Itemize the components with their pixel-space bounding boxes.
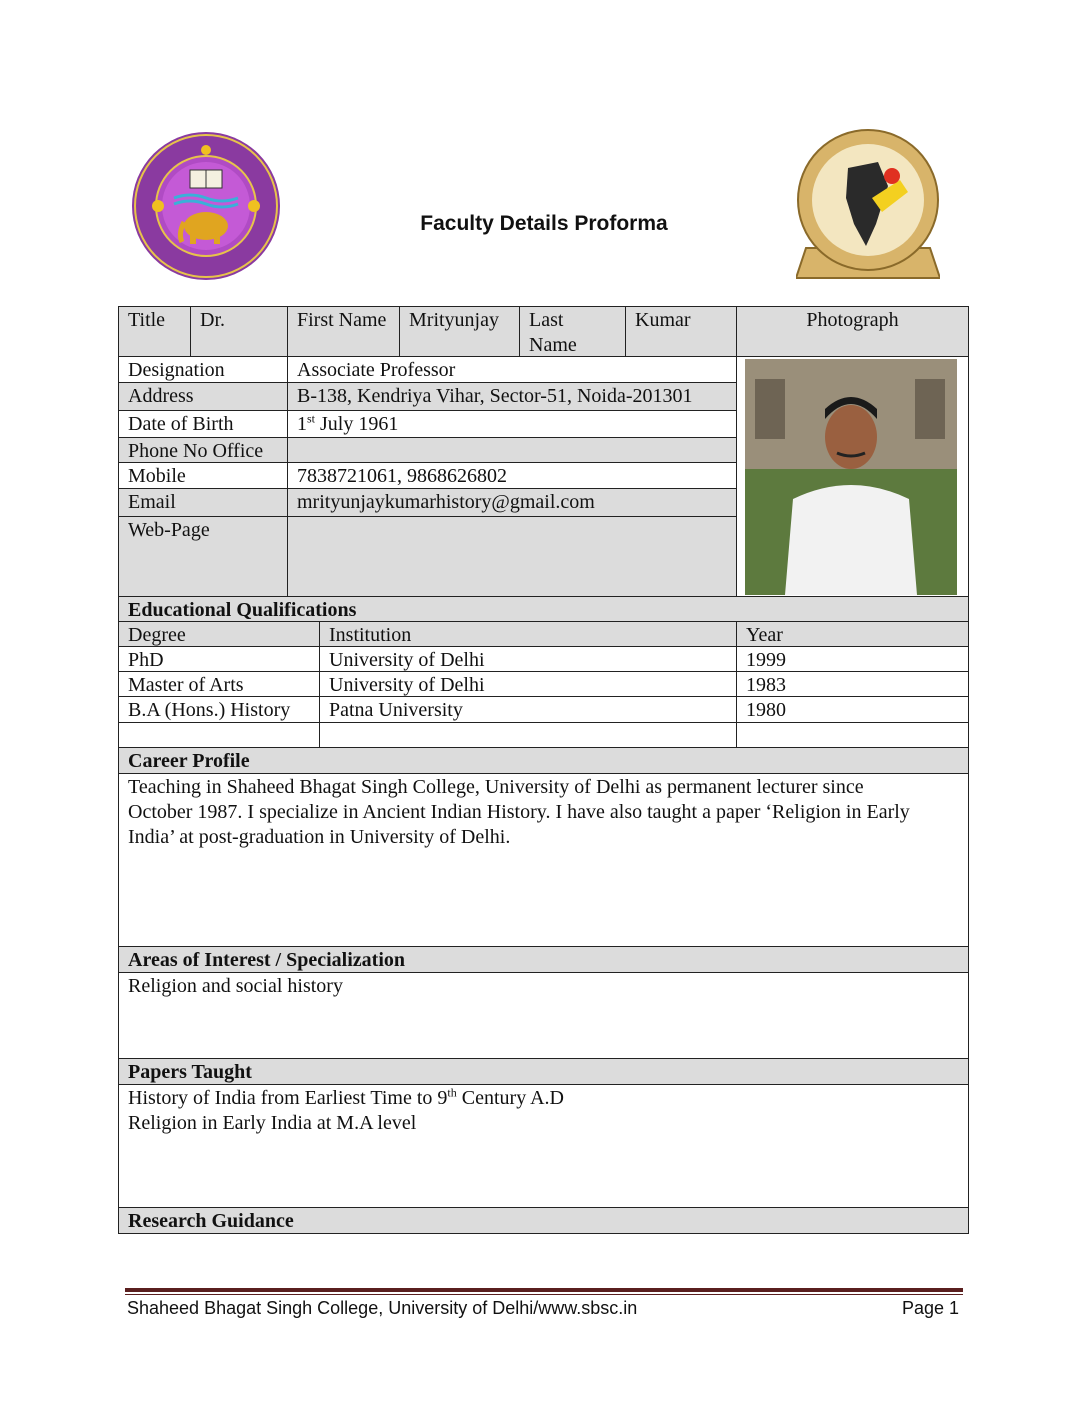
phone-value-cell [287, 437, 737, 463]
table-row-institution [319, 722, 737, 748]
footer-page-number: Page 1 [901, 1298, 959, 1318]
address-value-cell: B-138, Kendriya Vihar, Sector-51, Noida-201301 [287, 382, 737, 411]
table-row-year: 1999 [736, 646, 969, 672]
education-col-year: Year [736, 621, 969, 647]
education-col-degree: Degree [118, 621, 320, 647]
designation-value-cell: Associate Professor [287, 356, 737, 383]
table-row-institution: University of Delhi [319, 646, 737, 672]
dob-label-cell: Date of Birth [118, 410, 288, 438]
designation-label-cell: Designation [118, 356, 288, 383]
last-name-value-cell: Kumar [625, 306, 737, 357]
title-value-cell: Dr. [190, 306, 288, 357]
education-col-institution: Institution [319, 621, 737, 647]
table-row-year [736, 722, 969, 748]
table-row-institution: University of Delhi [319, 671, 737, 697]
papers-text [118, 1084, 969, 1208]
email-value-cell: mrityunjaykumarhistory@gmail.com [287, 488, 737, 517]
table-row-year: 1980 [736, 696, 969, 723]
career-heading: Career Profile [118, 747, 969, 774]
footer-rule [125, 1288, 963, 1292]
table-row-degree: PhD [118, 646, 320, 672]
career-text: Teaching in Shaheed Bhagat Singh College, University of Delhi as permanent lecturer since October 1987. I specialize in Ancient Indian History. I have also taught a paper ‘Religion in Early India’ at post-graduation in University of Delhi. [118, 773, 969, 947]
footer-rule-thin [125, 1294, 963, 1295]
mobile-label-cell: Mobile [118, 462, 288, 489]
phone-label-cell: Phone No Office [118, 437, 288, 463]
faculty-photo [745, 359, 957, 595]
first-name-value-cell: Mrityunjay [399, 306, 520, 357]
university-of-delhi-logo [130, 130, 282, 282]
webpage-value-cell [287, 516, 737, 597]
title-label-cell: Title [118, 306, 191, 357]
table-row-year: 1983 [736, 671, 969, 697]
papers-line-1: History of India from Earliest Time to 9th Century A.D [128, 1085, 564, 1109]
papers-line-2: Religion in Early India at M.A level [128, 1112, 417, 1134]
papers-heading: Papers Taught [118, 1058, 969, 1085]
shaheed-bhagat-singh-college-logo [796, 128, 940, 286]
last-name-label-cell: Last Name [519, 306, 626, 357]
address-label-cell: Address [118, 382, 288, 411]
page-title: Faculty Details Proforma [420, 212, 668, 235]
interests-text: Religion and social history [118, 972, 969, 1059]
table-row-degree: Master of Arts [118, 671, 320, 697]
table-row-degree: B.A (Hons.) History [118, 696, 320, 723]
mobile-value-cell: 7838721061, 9868626802 [287, 462, 737, 489]
email-label-cell: Email [118, 488, 288, 517]
footer-left-text: Shaheed Bhagat Singh College, University of Delhi/www.sbsc.in [127, 1298, 638, 1318]
photograph-cell [736, 356, 969, 597]
first-name-label-cell: First Name [287, 306, 400, 357]
dob-value-cell: 1st July 1961 [287, 410, 737, 438]
photograph-label-cell: Photograph [736, 306, 969, 357]
education-heading: Educational Qualifications [118, 596, 969, 622]
research-heading: Research Guidance [118, 1207, 969, 1234]
interests-heading: Areas of Interest / Specialization [118, 946, 969, 973]
table-row-institution: Patna University [319, 696, 737, 723]
webpage-label-cell: Web-Page [118, 516, 288, 597]
table-row-degree [118, 722, 320, 748]
